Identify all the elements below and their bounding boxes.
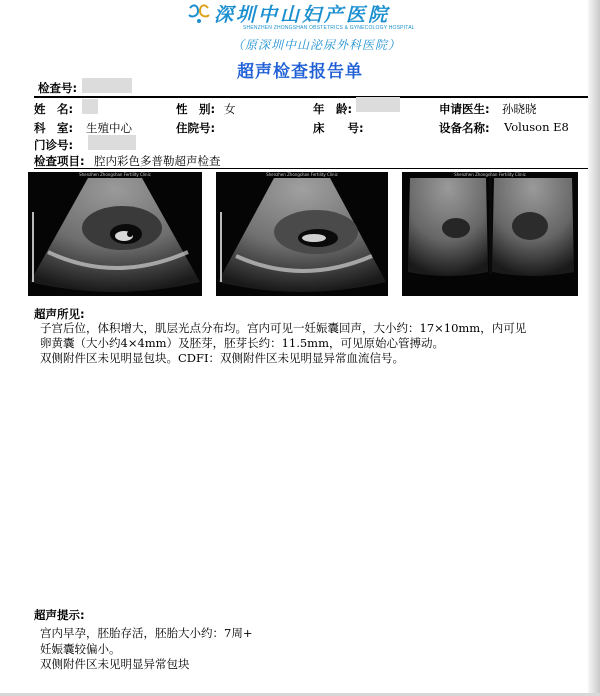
hospital-english-name: SHENZHEN ZHONGSHAN OBSTETRICS & GYNECOLOGY HOSPITAL (243, 25, 415, 31)
findings-line-3: 双侧附件区未见明显包块。CDFI：双侧附件区未见明显异常血流信号。 (40, 351, 405, 365)
exam-no-redacted (82, 78, 132, 93)
outpatient-redacted (88, 135, 136, 150)
outpatient-label: 门诊号: (34, 138, 74, 152)
name-label: 姓 名: (34, 102, 74, 116)
exam-item-value: 腔内彩色多普勒超声检查 (94, 154, 221, 168)
conclusion-line-1: 宫内早孕，胚胎存活，胚胎大小约：7周+ (40, 626, 253, 640)
conclusion-line-3: 双侧附件区未见明显异常包块 (40, 657, 190, 671)
hospital-logo-icon (186, 2, 212, 24)
conclusion-line-2: 妊娠囊较偏小。 (40, 642, 121, 656)
exam-no-label: 检查号: (38, 81, 78, 95)
exam-item-label: 检查项目: (34, 154, 85, 168)
doctor-value: 孙晓晓 (502, 102, 537, 116)
device-value: Voluson E8 (504, 120, 569, 134)
ultrasound-image-2 (216, 172, 388, 296)
header-divider (34, 96, 588, 98)
ultrasound-caption-2: Shenzhen Zhongshan Fertility Clinic (266, 172, 338, 177)
age-label: 年 龄: (313, 102, 353, 116)
dept-label: 科 室: (34, 121, 74, 135)
report-title: 超声检查报告单 (237, 62, 363, 82)
name-redacted (82, 99, 98, 114)
dept-value: 生殖中心 (86, 121, 132, 135)
findings-title: 超声所见: (34, 307, 85, 321)
conclusion-title: 超声提示: (34, 608, 85, 622)
doctor-label: 申请医生: (439, 102, 490, 116)
hospital-former-name: （原深圳中山泌尿外科医院） (232, 38, 402, 52)
ultrasound-image-3 (402, 172, 578, 296)
ultrasound-caption-3: Shenzhen Zhongshan Fertility Clinic (454, 172, 526, 177)
ultrasound-image-1 (28, 172, 202, 296)
ultrasound-caption-1: Shenzhen Zhongshan Fertility Clinic (79, 172, 151, 177)
inpatient-label: 住院号: (176, 121, 216, 135)
age-redacted (356, 97, 400, 112)
findings-line-2: 卵黄囊（大小约4×4mm）及胚芽，胚芽长约：11.5mm，可见原始心管搏动。 (40, 336, 444, 350)
exam-item-divider (34, 168, 588, 169)
bed-label: 床 号: (313, 121, 364, 135)
hospital-name: 深圳中山妇产医院 (214, 4, 391, 26)
page-edge-shadow (588, 0, 600, 696)
gender-value: 女 (224, 102, 236, 116)
gender-label: 性 别: (176, 102, 216, 116)
findings-line-1: 子宫后位，体积增大，肌层光点分布均。宫内可见一妊娠囊回声，大小约：17×10mm，内可见 (40, 321, 527, 335)
device-label: 设备名称: (439, 121, 490, 135)
